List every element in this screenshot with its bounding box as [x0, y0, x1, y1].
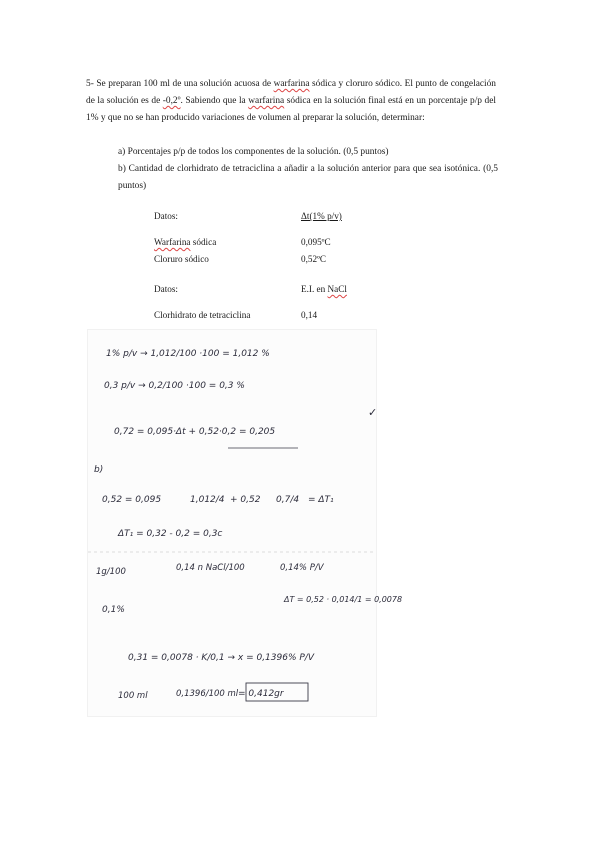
hw-line-7d: ΔT = 0,52 · 0,014/1 = 0,0078 [284, 595, 403, 604]
warfarina-word: warfarina [273, 79, 310, 89]
hw-line-7b: 0,14 n NaCl/100 [176, 563, 245, 573]
question-b: b) Cantidad de clorhidrato de tetraciclina a añadir a la solución anterior para que sea isotónica. (0,5 puntos) [118, 164, 498, 191]
question-a: a) Porcentajes p/p de todos los componentes de la solución. (0,5 puntos) [118, 147, 389, 157]
hw-line-9: 0,31 = 0,0078 · K/0,1 → x = 0,1396% P/V [128, 653, 314, 663]
hw-line-7a: 1g/100 [96, 567, 126, 577]
hw-line-5a: 0,52 = 0,095 [102, 495, 162, 505]
warfarina-word: warfarina [248, 96, 285, 106]
check-mark-icon: ✓ [368, 406, 378, 419]
hw-line-8: 0,1% [102, 605, 125, 615]
hw-line-10a: 100 ml [118, 691, 148, 701]
table-row: Cloruro sódico 0,52ºC [154, 254, 327, 264]
table-row: Datos: E.I. en NaCl [154, 284, 347, 294]
table-row: Clorhidrato de tetraciclina 0,14 [154, 310, 318, 320]
handwriting-svg [88, 330, 403, 716]
hw-line-10c: = 0,412gr [238, 689, 284, 699]
freezing-temp: -0,2º [162, 96, 181, 106]
hw-line-6: ΔT₁ = 0,32 - 0,2 = 0,3c [118, 529, 223, 539]
handwritten-solution-scan [88, 330, 403, 716]
hw-line-1: 1% p/v → 1,012/100 ·100 = 1,012 % [106, 349, 270, 359]
table-row: Datos: Δt(1% p/v) [154, 211, 342, 221]
hw-line-7c: 0,14% P/V [280, 563, 324, 573]
problem-paragraph: 5- Se preparan 100 ml de una solución acuosa de warfarina sódica y cloruro sódico. El punto de congelación de la solución es de -0,2º. Sabiendo que la warfarina sódica en la solución final está en un porcentaje p/p del 1% y que no se han producido variaciones de volumen al preparar la solución, determinar: [86, 79, 496, 123]
question-list [118, 144, 498, 195]
table-row: Warfarina sódica 0,095ºC [154, 237, 331, 247]
problem-number: 5- [86, 79, 94, 89]
hw-line-2: 0,3 p/v → 0,2/100 ·100 = 0,3 % [104, 381, 245, 391]
problem-statement [86, 76, 496, 127]
hw-line-10b: 0,1396/100 ml [176, 689, 239, 699]
hw-line-5b: 1,012/4 [190, 495, 225, 505]
hw-line-5c: + 0,52 [230, 495, 261, 505]
hw-line-5e: = ΔT₁ [308, 495, 334, 505]
hw-line-5d: 0,7/4 [276, 495, 300, 505]
hw-line-4: b) [94, 465, 104, 475]
hw-line-3: 0,72 = 0,095·Δt + 0,52·0,2 = 0,205 [114, 427, 276, 437]
